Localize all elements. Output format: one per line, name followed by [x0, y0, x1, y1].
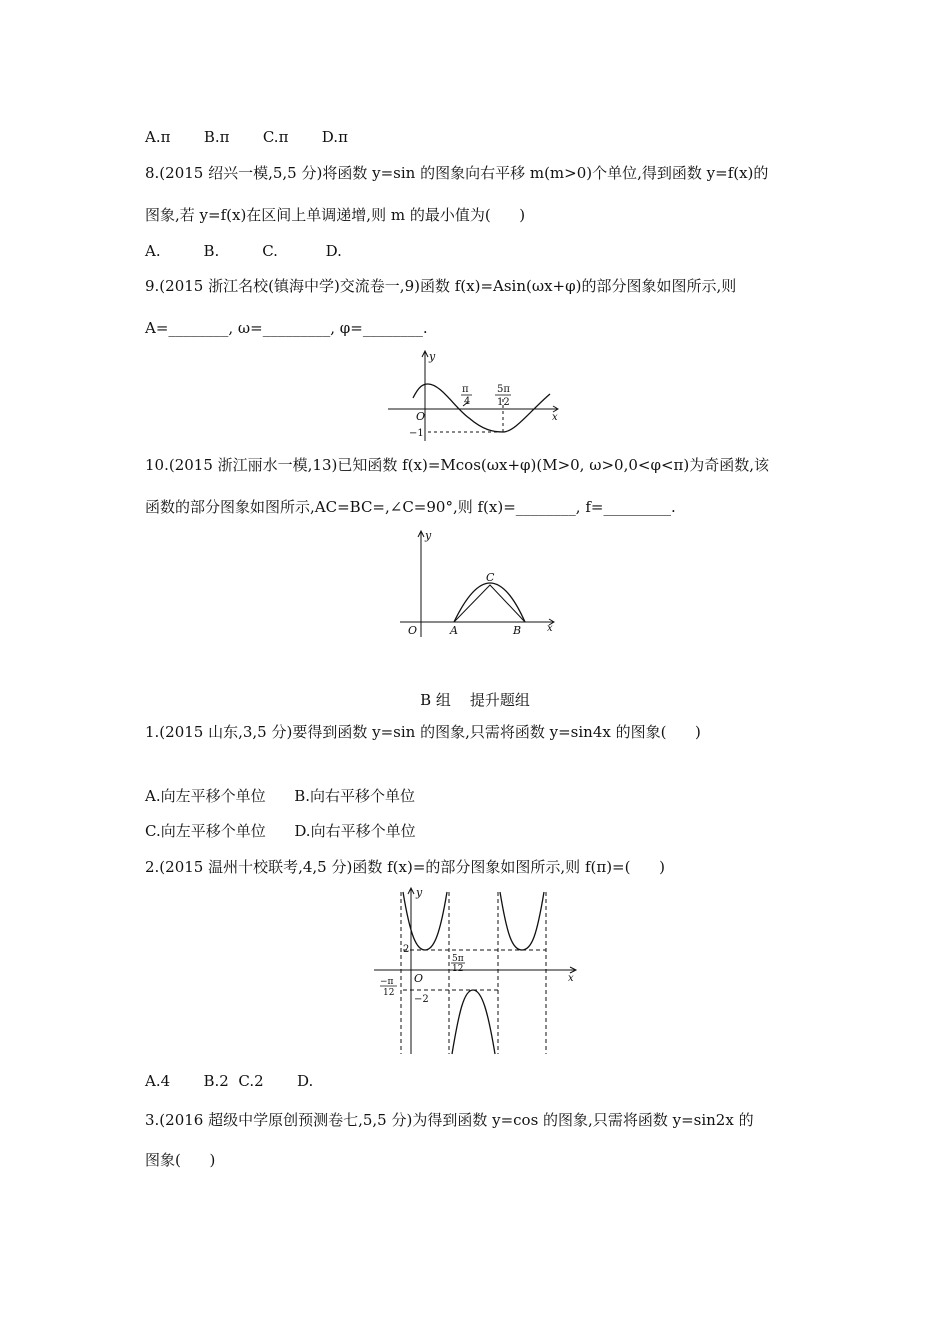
neg-pi-denominator: 12 [383, 988, 395, 998]
question-10-line2: 函数的部分图象如图所示,AC=BC=,∠C=90°,则 f(x)=________, f=_________. [145, 498, 676, 516]
arch-curve [454, 583, 525, 622]
neg-one-label: −1 [409, 428, 424, 439]
five-pi-denominator: 12 [452, 964, 464, 974]
origin-label: O [416, 410, 426, 423]
options-q7: A.π B.π C.π D.π [145, 128, 348, 146]
question-9-line1: 9.(2015 浙江名校(镇海中学)交流卷一,9)函数 f(x)=Asin(ωx+φ)的部分图象如图所示,则 [145, 277, 737, 295]
question-b3-line2: 图象( ) [145, 1151, 216, 1169]
pi-four-numerator: π [462, 384, 469, 395]
figure-b2-secant-graph [370, 884, 585, 1056]
five-pi-denominator: 12 [497, 397, 510, 408]
neg-pi-numerator: −π [380, 977, 394, 987]
lower-branch [452, 990, 495, 1054]
five-pi-numerator: 5π [452, 954, 464, 964]
question-b3-line1: 3.(2016 超级中学原创预测卷七,5,5 分)为得到函数 y=cos 的图象,只需将函数 y=sin2x 的 [145, 1111, 754, 1129]
upper-branch-1 [403, 892, 447, 950]
x-axis-label: x [552, 412, 558, 423]
upper-branch-2 [500, 892, 544, 950]
point-c-label: C [486, 571, 495, 584]
y-axis-label: y [416, 886, 423, 899]
pi-four-denominator: 4 [464, 396, 471, 407]
five-pi-numerator: 5π [497, 384, 510, 395]
question-8-line2: 图象,若 y=f(x)在区间上单调递增,则 m 的最小值为( ) [145, 206, 526, 224]
section-heading-b: B 组 提升题组 [420, 691, 530, 709]
neg-two-label: −2 [414, 994, 429, 1005]
figure-q10-arch-graph [395, 525, 565, 640]
x-axis-label: x [547, 623, 553, 634]
point-b-label: B [513, 624, 522, 637]
x-axis-label: x [568, 973, 574, 984]
question-8-line1: 8.(2015 绍兴一模,5,5 分)将函数 y=sin 的图象向右平移 m(m>0)个单位,得到函数 y=f(x)的 [145, 164, 769, 182]
figure-q9-sine-graph [385, 348, 565, 443]
two-label: 2 [403, 944, 410, 955]
options-q8: A. B. C. D. [145, 242, 342, 260]
point-a-label: A [450, 624, 458, 637]
y-axis-label: y [429, 350, 436, 363]
question-9-line2: A=________, ω=_________, φ=________. [145, 319, 428, 337]
options-b2: A.4 B.2 C.2 D. [145, 1072, 314, 1090]
question-b1: 1.(2015 山东,3,5 分)要得到函数 y=sin 的图象,只需将函数 y=sin4x 的图象( ) [145, 723, 701, 741]
options-b1-row1: A.向左平移个单位 B.向右平移个单位 [145, 787, 416, 805]
origin-label: O [414, 972, 424, 985]
sine-curve [413, 384, 550, 432]
question-b2: 2.(2015 温州十校联考,4,5 分)函数 f(x)=的部分图象如图所示,则 f(π)=( ) [145, 858, 665, 876]
y-axis-label: y [425, 529, 432, 542]
question-10-line1: 10.(2015 浙江丽水一模,13)已知函数 f(x)=Mcos(ωx+φ)(M>0, ω>0,0<φ<π)为奇函数,该 [145, 456, 769, 474]
origin-label: O [408, 624, 418, 637]
options-b1-row2: C.向左平移个单位 D.向右平移个单位 [145, 822, 416, 840]
